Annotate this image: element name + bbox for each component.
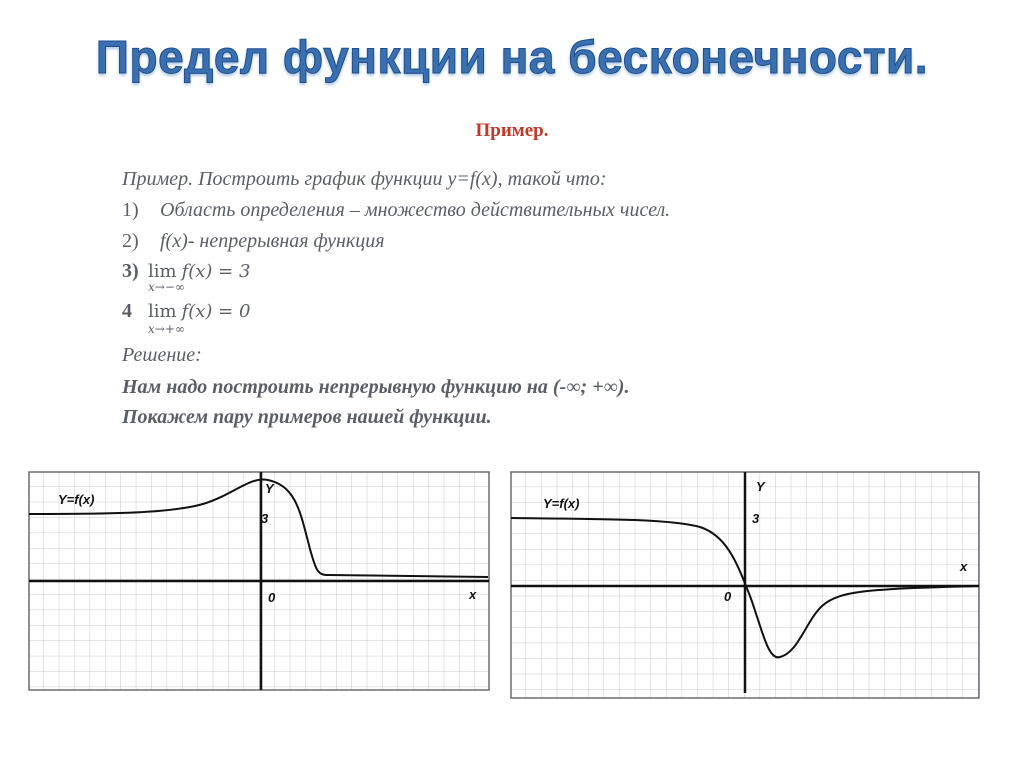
graph-2-func-label: Y=f(x) — [543, 496, 580, 511]
graph-2-y-label: Y — [756, 479, 765, 494]
task-item-2-num: 2) — [122, 230, 139, 252]
task-item-2-text: f(x)- непрерывная функция — [160, 230, 385, 252]
solution-line-1: Нам надо построить непрерывную функцию на (-∞; +∞). — [122, 376, 630, 398]
limit-4 — [122, 300, 342, 336]
limit-3-sub: x→−∞ — [148, 280, 185, 294]
graph-1-y-label: Y — [265, 481, 274, 496]
graph-1-y-tick-3: 3 — [261, 511, 269, 526]
limit-3-lim: lim — [148, 261, 177, 282]
limit-4-lim: lim — [148, 301, 177, 322]
task-intro: Пример. Построить график функции y=f(x), такой что: — [122, 168, 607, 190]
limit-3-expr: f(x) = 3 — [181, 261, 251, 282]
solution-label: Решение: — [122, 344, 202, 366]
task-item-1-text: Область определения – множество действительных чисел. — [160, 199, 671, 221]
graph-2-y-tick-3: 3 — [752, 511, 760, 526]
graph-1-func-label: Y=f(x) — [58, 492, 95, 507]
limit-3-num: 3) — [122, 260, 139, 282]
limit-3 — [122, 260, 342, 294]
graph-1-origin-label: 0 — [268, 590, 276, 605]
limit-4-sub: x→+∞ — [148, 322, 185, 336]
limit-4-num: 4 — [122, 300, 132, 322]
limit-4-expr: f(x) = 0 — [181, 301, 251, 322]
task-item-1 — [122, 199, 670, 222]
task-item-1-num: 1) — [122, 199, 139, 221]
solution-line-2: Покажем пару примеров нашей функции. — [122, 406, 492, 428]
slide-title: Предел функции на бесконечности. — [95, 31, 929, 83]
slide-subtitle: Пример. — [475, 120, 549, 141]
graph-2-x-label: x — [960, 559, 968, 574]
graph-1-x-label: x — [469, 587, 477, 602]
task-item-2 — [122, 230, 385, 253]
graph-2 — [510, 471, 980, 699]
graph-1 — [28, 471, 490, 691]
graph-2-origin-label: 0 — [724, 589, 732, 604]
